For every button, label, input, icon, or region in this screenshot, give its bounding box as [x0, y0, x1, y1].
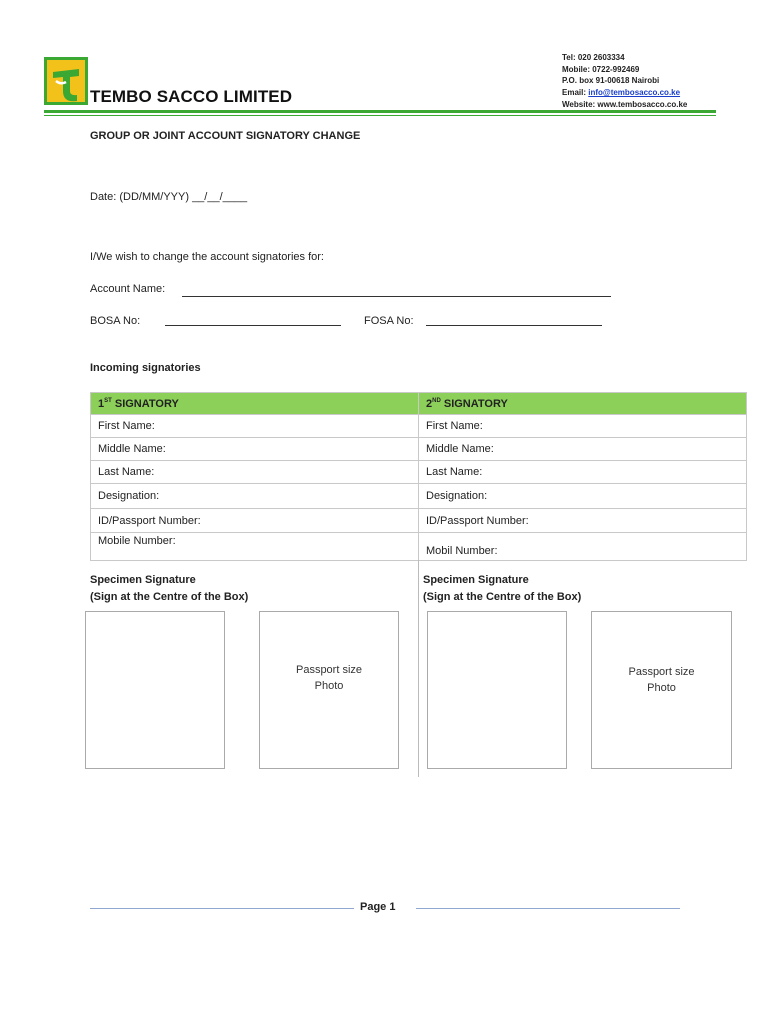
id-passport-field[interactable]: ID/Passport Number:: [91, 509, 419, 533]
left-photo-box[interactable]: [259, 611, 399, 769]
company-logo: [44, 57, 88, 105]
table-row: [91, 484, 747, 509]
first-signatory-num: 1: [98, 397, 105, 410]
left-specimen-note: (Sign at the Centre of the Box): [90, 591, 249, 603]
intro-text: I/We wish to change the account signatories for:: [90, 251, 324, 263]
table-row: [91, 438, 747, 461]
fosa-label: FOSA No:: [364, 315, 414, 327]
right-photo-label-line2: Photo: [647, 682, 676, 694]
form-title: GROUP OR JOINT ACCOUNT SIGNATORY CHANGE: [90, 130, 361, 142]
first-signatory-sup: ST: [104, 397, 112, 404]
table-row: [91, 509, 747, 533]
table-row: [91, 415, 747, 438]
right-specimen-note: (Sign at the Centre of the Box): [423, 591, 582, 603]
middle-name-field[interactable]: Middle Name:: [419, 438, 747, 461]
account-name-label: Account Name:: [90, 283, 166, 295]
incoming-heading: Incoming signatories: [90, 362, 201, 374]
mobile-number-field[interactable]: Mobile Number:: [91, 533, 419, 561]
signatory-table-header: [91, 393, 747, 415]
company-name: TEMBO SACCO LIMITED: [90, 87, 293, 106]
contact-tel: Tel: 020 2603334: [562, 53, 625, 62]
first-signatory-title: SIGNATORY: [111, 397, 179, 410]
first-signatory-header: [91, 393, 419, 415]
fosa-line[interactable]: [426, 325, 602, 326]
last-name-field[interactable]: Last Name:: [91, 461, 419, 484]
right-specimen-title: Specimen Signature: [423, 574, 529, 586]
left-signature-box[interactable]: [85, 611, 225, 769]
mobile-number-field[interactable]: Mobil Number:: [419, 533, 747, 561]
contact-website: Website: www.tembosacco.co.ke: [562, 99, 688, 109]
contact-email-link[interactable]: info@tembosacco.co.ke: [588, 88, 681, 98]
right-photo-label-line1: Passport size: [628, 666, 695, 678]
right-photo-box[interactable]: [591, 611, 732, 769]
header-rule-thin: [44, 115, 716, 116]
second-signatory-title: SIGNATORY: [440, 397, 508, 410]
column-divider: [418, 560, 419, 777]
header-rule-thick: [44, 110, 716, 113]
left-photo-label-line2: Photo: [314, 680, 344, 692]
left-photo-label-line1: Passport size: [295, 664, 363, 676]
first-name-field[interactable]: First Name:: [91, 415, 419, 438]
signatory-table: [90, 392, 747, 561]
contact-block: [562, 52, 687, 111]
contact-mobile: Mobile: 0722-992469: [562, 64, 640, 74]
second-signatory-num: 2: [426, 397, 433, 410]
left-specimen-title: Specimen Signature: [90, 574, 196, 586]
last-name-field[interactable]: Last Name:: [419, 461, 747, 484]
footer-rule-left: [90, 908, 354, 909]
account-name-line[interactable]: [182, 296, 611, 297]
second-signatory-sup: ND: [432, 397, 441, 404]
bosa-line[interactable]: [165, 325, 341, 326]
second-signatory-header: [419, 393, 747, 415]
footer-rule-right: [416, 908, 680, 909]
right-signature-box[interactable]: [427, 611, 567, 769]
table-row: [91, 461, 747, 484]
contact-email-label: Email:: [562, 88, 589, 98]
contact-email-line: [562, 87, 687, 99]
middle-name-field[interactable]: Middle Name:: [91, 438, 419, 461]
id-passport-field[interactable]: ID/Passport Number:: [419, 509, 747, 533]
first-name-field[interactable]: First Name:: [419, 415, 747, 438]
page-number: Page 1: [360, 901, 396, 913]
designation-field[interactable]: Designation:: [91, 484, 419, 509]
date-field[interactable]: Date: (DD/MM/YYY) __/__/____: [90, 191, 248, 203]
bosa-label: BOSA No:: [90, 315, 141, 327]
table-row: [91, 533, 747, 561]
contact-po-box: P.O. box 91-00618 Nairobi: [562, 76, 660, 86]
designation-field[interactable]: Designation:: [419, 484, 747, 509]
